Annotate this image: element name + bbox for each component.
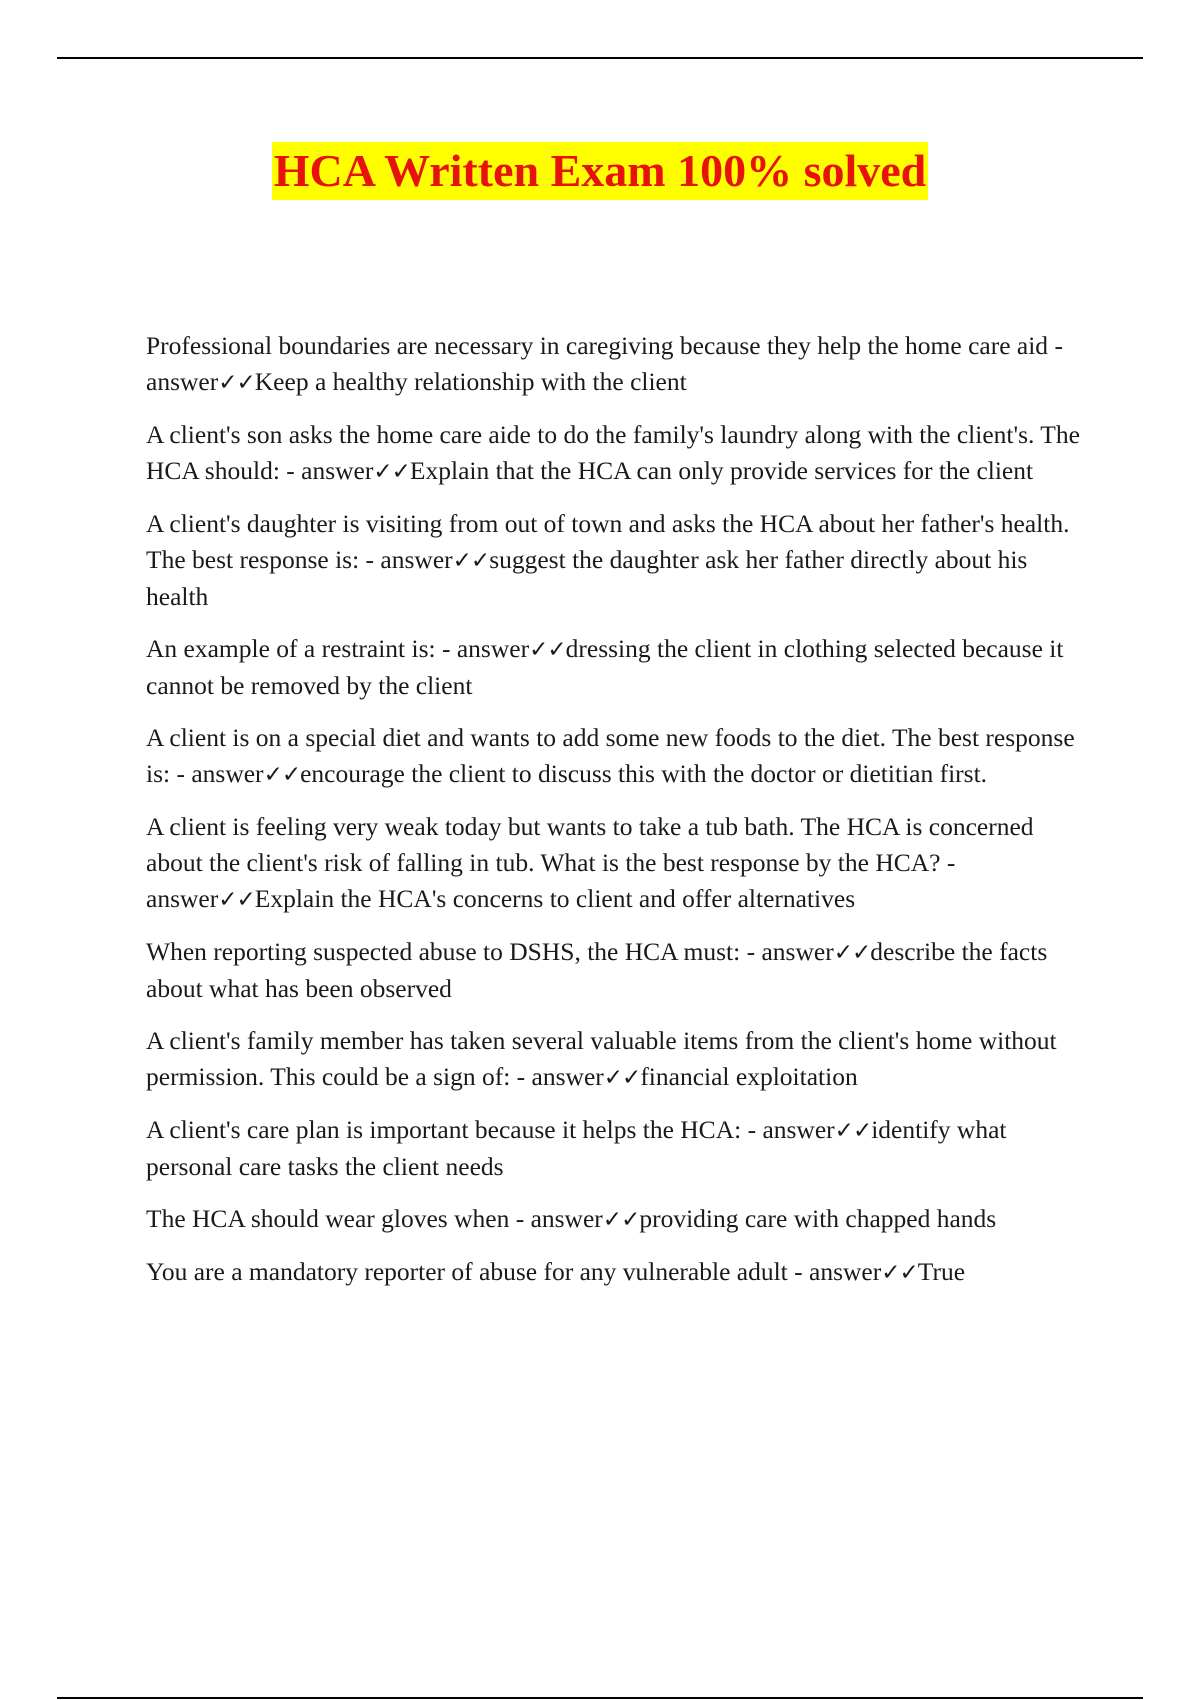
double-check-icon: ✓✓ <box>881 1260 918 1286</box>
double-check-icon: ✓✓ <box>218 370 255 396</box>
answer-text: providing care with chapped hands <box>639 1204 997 1233</box>
answer-marker: - answer <box>286 456 374 485</box>
answer-text: suggest the daughter ask her father directly about his health <box>146 545 1028 611</box>
answer-marker: - answer <box>176 759 264 788</box>
answer-marker: - answer <box>146 848 956 913</box>
answer-marker: - answer <box>747 1115 835 1144</box>
qa-item <box>146 809 1096 918</box>
question-text: A client is feeling very weak today but wants to take a tub bath. The HCA is concerned about the client's risk of falling in tub. What is the best response by the HCA? <box>146 812 1034 877</box>
double-check-icon: ✓✓ <box>603 1065 641 1091</box>
question-text: An example of a restraint is: <box>146 634 436 663</box>
qa-list <box>146 328 1096 1307</box>
answer-text: Explain the HCA's concerns to client and offer alternatives <box>254 884 856 913</box>
qa-item <box>146 1023 1096 1096</box>
qa-item <box>146 417 1096 490</box>
question-text: A client is on a special diet and wants to add some new foods to the diet. The best response is: <box>146 723 1075 788</box>
question-text: You are a mandatory reporter of abuse for any vulnerable adult <box>146 1257 788 1286</box>
answer-marker: - answer <box>794 1257 882 1286</box>
double-check-icon: ✓✓ <box>218 887 255 913</box>
title-container <box>0 142 1200 200</box>
question-text: A client's son asks the home care aide to do the family's laundry along with the client's. The HCA should: <box>146 420 1080 485</box>
answer-text: Explain that the HCA can only provide services for the client <box>409 456 1034 485</box>
double-check-icon: ✓✓ <box>602 1207 640 1233</box>
question-text: A client's daughter is visiting from out of town and asks the HCA about her father's health. The best response is: <box>146 509 1070 574</box>
double-check-icon: ✓✓ <box>373 459 410 485</box>
qa-item <box>146 720 1096 793</box>
double-check-icon: ✓✓ <box>529 637 566 663</box>
answer-marker: - answer <box>442 634 530 663</box>
question-text: Professional boundaries are necessary in caregiving because they help the home care aid <box>146 331 1049 360</box>
answer-marker: - answer <box>746 937 834 966</box>
answer-text: describe the facts about what has been observed <box>146 937 1048 1003</box>
question-text: When reporting suspected abuse to DSHS, the HCA must: <box>146 937 741 966</box>
answer-text: dressing the client in clothing selected because it cannot be removed by the client <box>146 634 1064 700</box>
answer-marker: - answer <box>146 331 1063 396</box>
double-check-icon: ✓✓ <box>834 1118 872 1144</box>
qa-item <box>146 1254 1096 1291</box>
answer-marker: - answer <box>515 1204 603 1233</box>
answer-marker: - answer <box>516 1062 604 1091</box>
qa-item <box>146 631 1096 704</box>
question-text: A client's family member has taken several valuable items from the client's home without permission. This could be a sign of: <box>146 1026 1057 1091</box>
qa-item <box>146 328 1096 401</box>
double-check-icon: ✓✓ <box>452 548 490 574</box>
qa-item <box>146 506 1096 615</box>
double-check-icon: ✓✓ <box>263 762 301 788</box>
document-title: HCA Written Exam 100% solved <box>272 142 929 200</box>
answer-text: Keep a healthy relationship with the client <box>254 367 687 396</box>
answer-text: True <box>917 1257 966 1286</box>
double-check-icon: ✓✓ <box>833 940 871 966</box>
bottom-divider <box>57 1697 1143 1699</box>
question-text: The HCA should wear gloves when <box>146 1204 510 1233</box>
question-text: A client's care plan is important because it helps the HCA: <box>146 1115 742 1144</box>
answer-text: identify what personal care tasks the client needs <box>146 1115 1007 1181</box>
answer-text: encourage the client to discuss this with the doctor or dietitian first. <box>300 759 988 788</box>
answer-marker: - answer <box>365 545 453 574</box>
qa-item <box>146 1112 1096 1185</box>
qa-item <box>146 934 1096 1007</box>
qa-item <box>146 1201 1096 1238</box>
answer-text: financial exploitation <box>640 1062 858 1091</box>
top-divider <box>57 57 1143 59</box>
